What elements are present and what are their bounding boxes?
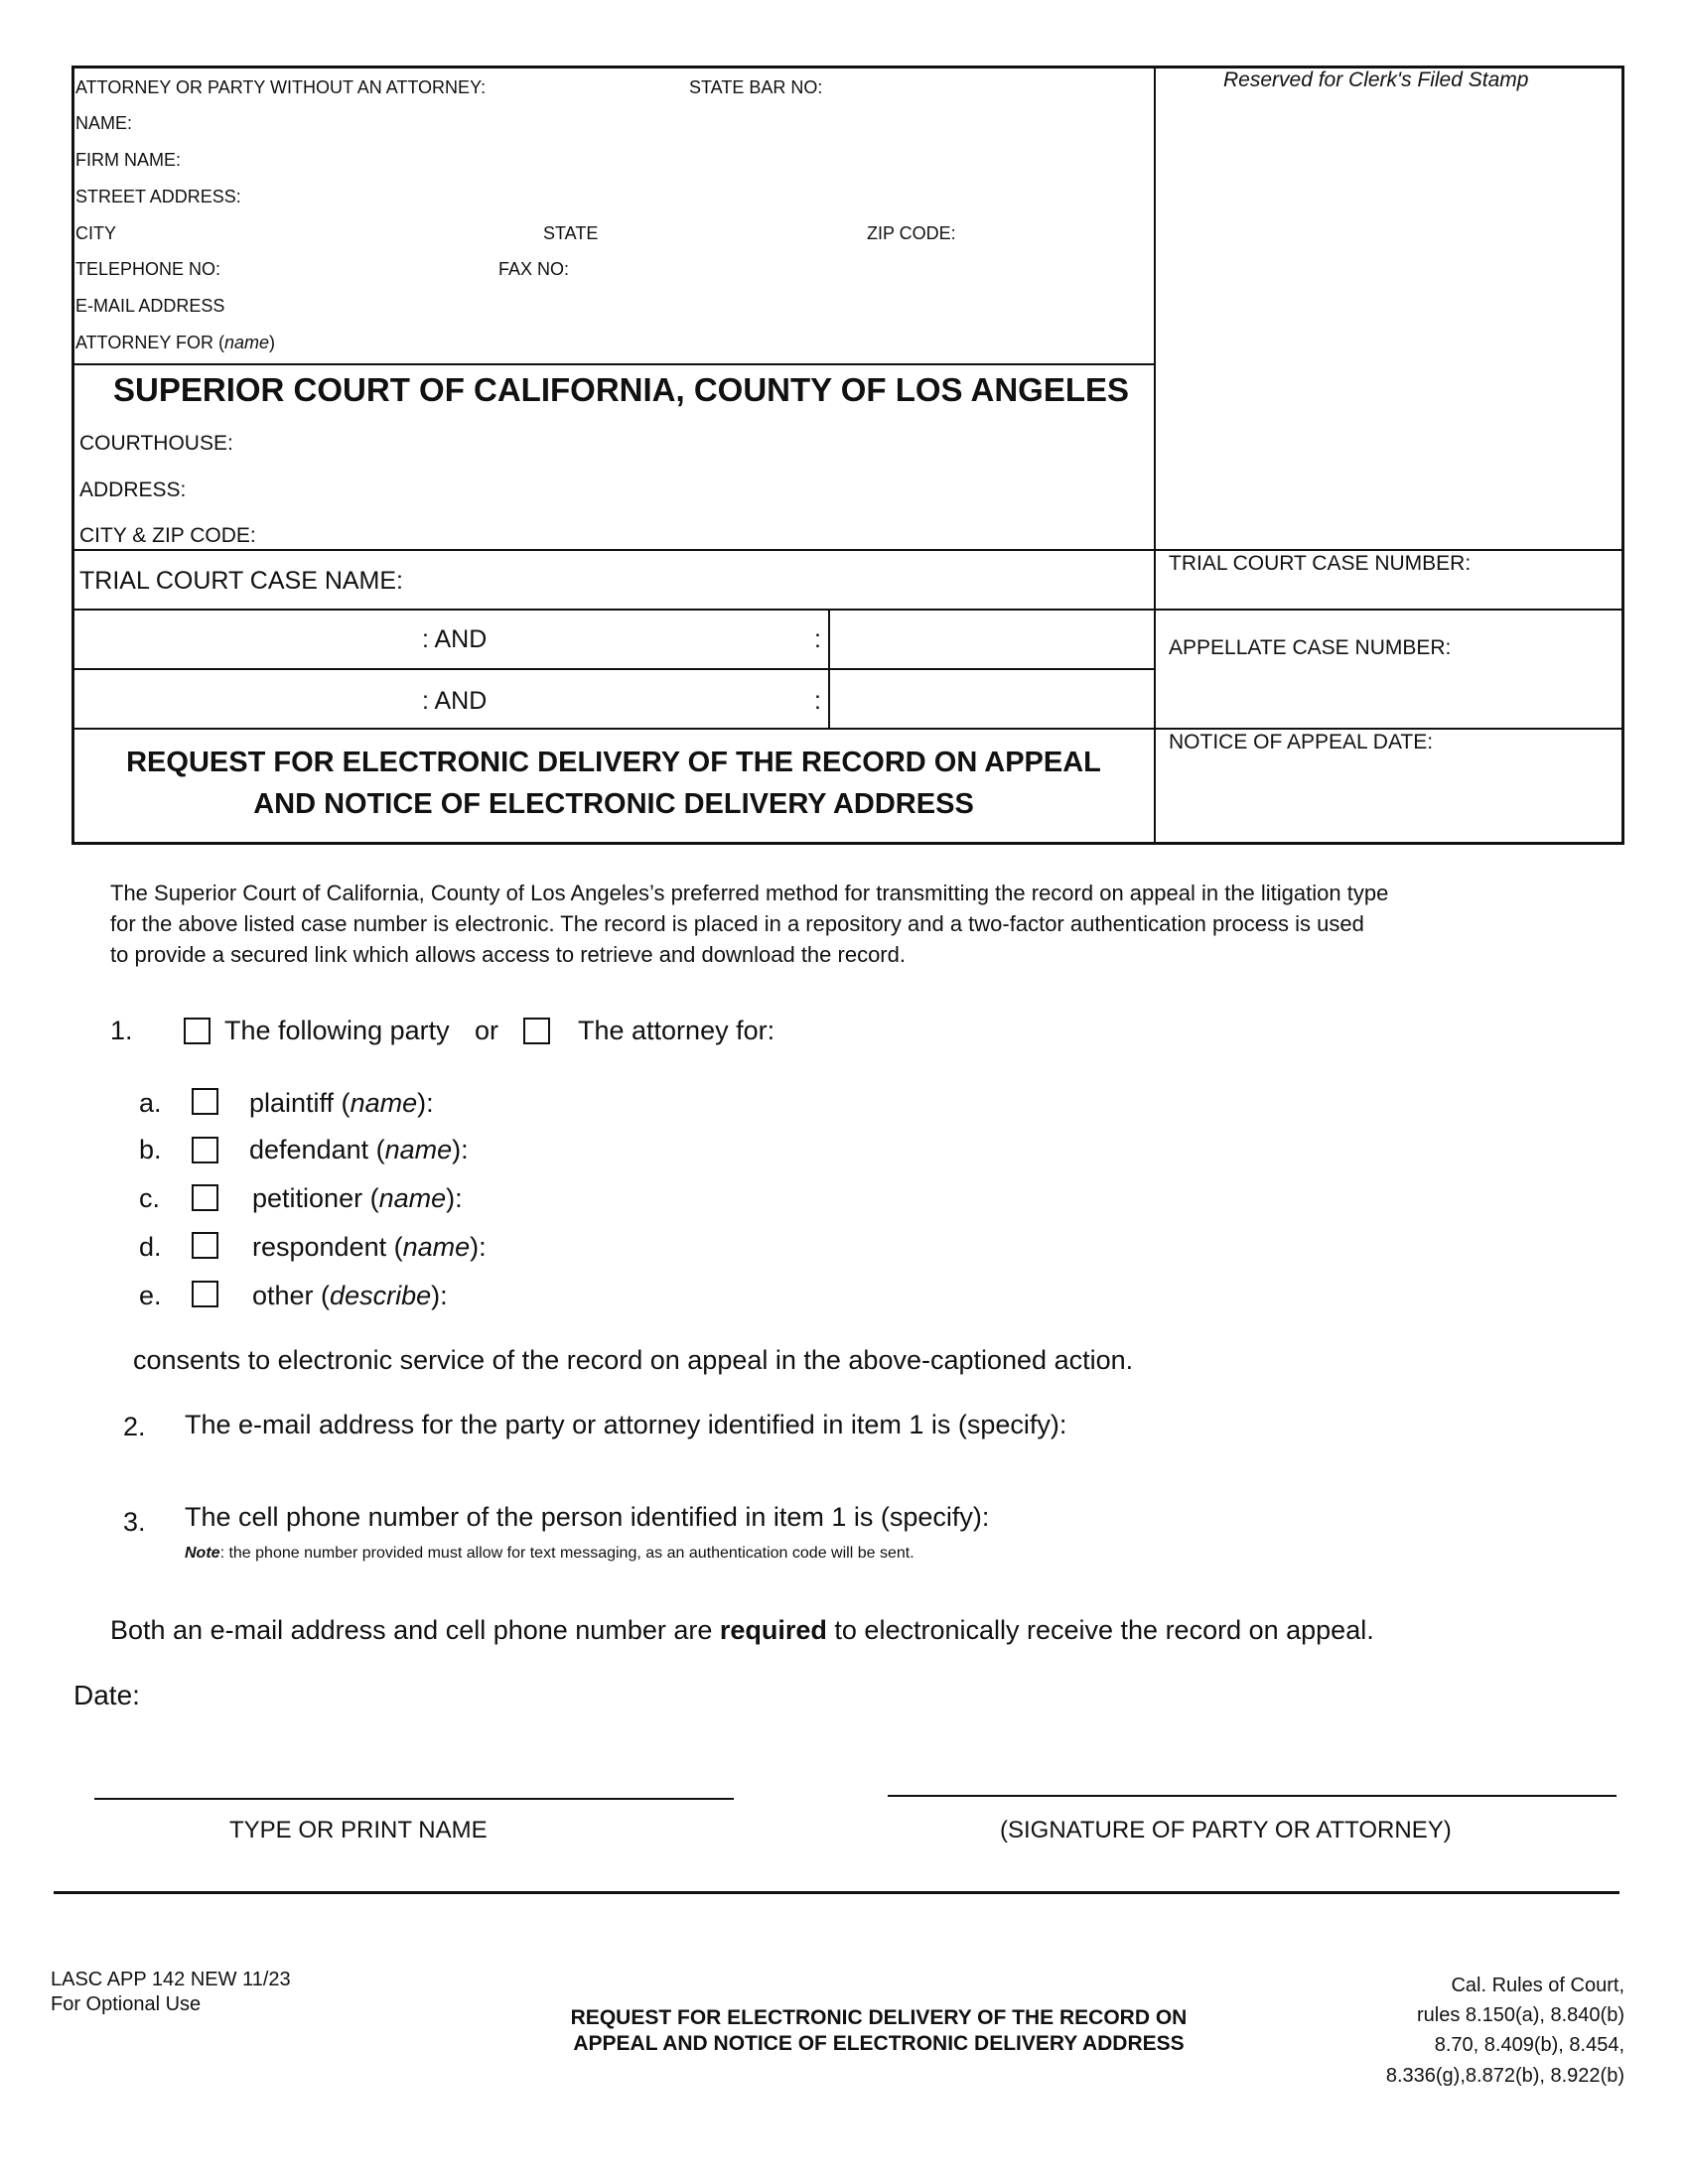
form-title-line-2: AND NOTICE OF ELECTRONIC DELIVERY ADDRESS [253,788,974,820]
case-name-label: TRIAL COURT CASE NAME: [79,567,403,595]
party-label: The following party [224,1016,450,1045]
footer-title-line-1: REQUEST FOR ELECTRONIC DELIVERY OF THE RECORD ON [570,2006,1188,2029]
intro-line-1: The Superior Court of California, County of Los Angeles’s preferred method for transmitting the record on appeal in the litigation type [110,881,1389,905]
item-3-number: 3. [123,1507,146,1537]
street-label: STREET ADDRESS: [75,187,241,206]
party-and-label-1: : AND [422,625,488,653]
print-name-line [94,1798,734,1800]
attorney-for-option-label: The attorney for: [578,1016,775,1045]
attorney-court-divider [71,363,1155,365]
party-colon-1: : [814,625,821,653]
optional-use: For Optional Use [51,1993,202,2015]
rules-line-3: 8.70, 8.409(b), 8.454, [1434,2034,1624,2056]
option-c-letter: c. [139,1183,161,1213]
petitioner-label: petitioner (name): [252,1183,463,1213]
footer-divider [54,1891,1619,1894]
parties-row-divider [71,668,1155,670]
respondent-checkbox[interactable] [192,1232,218,1259]
parties-inner-divider [828,609,830,728]
attorney-for-label: ATTORNEY FOR (name) [75,333,276,352]
option-b-letter: b. [139,1135,162,1164]
option-a-letter: a. [139,1088,162,1118]
plaintiff-label: plaintiff (name): [249,1088,434,1118]
consent-text: consents to electronic service of the record on appeal in the above-captioned action. [133,1345,1134,1375]
form-id: LASC APP 142 NEW 11/23 [51,1969,291,1990]
state-label: STATE [543,223,599,243]
petitioner-checkbox[interactable] [192,1184,218,1211]
other-label: other (describe): [252,1281,448,1310]
telephone-label: TELEPHONE NO: [75,259,221,279]
name-label: NAME: [75,113,133,133]
firm-label: FIRM NAME: [75,150,181,170]
item-2-text: The e-mail address for the party or attorney identified in item 1 is (specify): [185,1410,1067,1439]
notice-date-label: NOTICE OF APPEAL DATE: [1169,731,1434,753]
attorney-label: ATTORNEY OR PARTY WITHOUT AN ATTORNEY: [75,77,487,97]
party-and-label-2: : AND [422,687,488,715]
parties-title-divider [71,728,1622,730]
rules-line-2: rules 8.150(a), 8.840(b) [1416,2004,1624,2026]
address-label: ADDRESS: [79,478,187,501]
item-3-note: Note: the phone number provided must allow for text messaging, as an authentication code will be sent. [185,1545,914,1562]
signature-caption: (SIGNATURE OF PARTY OR ATTORNEY) [1000,1817,1452,1843]
defendant-checkbox[interactable] [192,1137,218,1163]
requirement-text: Both an e-mail address and cell phone number are required to electronically receive the record on appeal. [110,1615,1374,1645]
print-name-caption: TYPE OR PRINT NAME [229,1817,488,1843]
state-bar-label: STATE BAR NO: [689,77,823,97]
item-1-number: 1. [110,1016,133,1045]
clerk-stamp-label: Reserved for Clerk's Filed Stamp [1223,68,1529,91]
option-e-letter: e. [139,1281,162,1310]
party-checkbox[interactable] [184,1018,211,1044]
zip-label: ZIP CODE: [867,223,956,243]
fax-label: FAX NO: [498,259,570,279]
or-label: or [475,1016,499,1045]
party-colon-2: : [814,687,821,715]
casename-parties-divider [71,609,1622,611]
signature-line [888,1795,1617,1797]
email-label: E-MAIL ADDRESS [75,296,225,316]
case-number-label: TRIAL COURT CASE NUMBER: [1169,552,1472,575]
item-3-text: The cell phone number of the person identified in item 1 is (specify): [185,1502,990,1532]
attorney-checkbox[interactable] [523,1018,550,1044]
date-label: Date: [73,1680,140,1710]
defendant-label: defendant (name): [249,1135,469,1164]
intro-line-2: for the above listed case number is electronic. The record is placed in a repository and a two-factor authentication process is used [110,911,1364,936]
caption-bottom-border [71,842,1624,845]
form-title-line-1: REQUEST FOR ELECTRONIC DELIVERY OF THE RECORD ON APPEAL [126,747,1101,778]
court-name: SUPERIOR COURT OF CALIFORNIA, COUNTY OF LOS ANGELES [113,371,1130,408]
respondent-label: respondent (name): [252,1232,487,1262]
item-2-number: 2. [123,1412,146,1441]
option-d-letter: d. [139,1232,162,1262]
rules-line-4: 8.336(g),8.872(b), 8.922(b) [1385,2065,1624,2087]
footer-title-line-2: APPEAL AND NOTICE OF ELECTRONIC DELIVERY ADDRESS [573,2032,1185,2055]
courthouse-label: COURTHOUSE: [79,432,233,455]
court-casename-divider [71,549,1622,551]
city-label: CITY [75,223,117,243]
appellate-case-label: APPELLATE CASE NUMBER: [1169,636,1452,659]
intro-line-3: to provide a secured link which allows access to retrieve and download the record. [110,942,906,967]
plaintiff-checkbox[interactable] [192,1088,218,1115]
other-checkbox[interactable] [192,1281,218,1307]
city-zip-label: CITY & ZIP CODE: [79,524,256,547]
rules-line-1: Cal. Rules of Court, [1451,1975,1624,1996]
